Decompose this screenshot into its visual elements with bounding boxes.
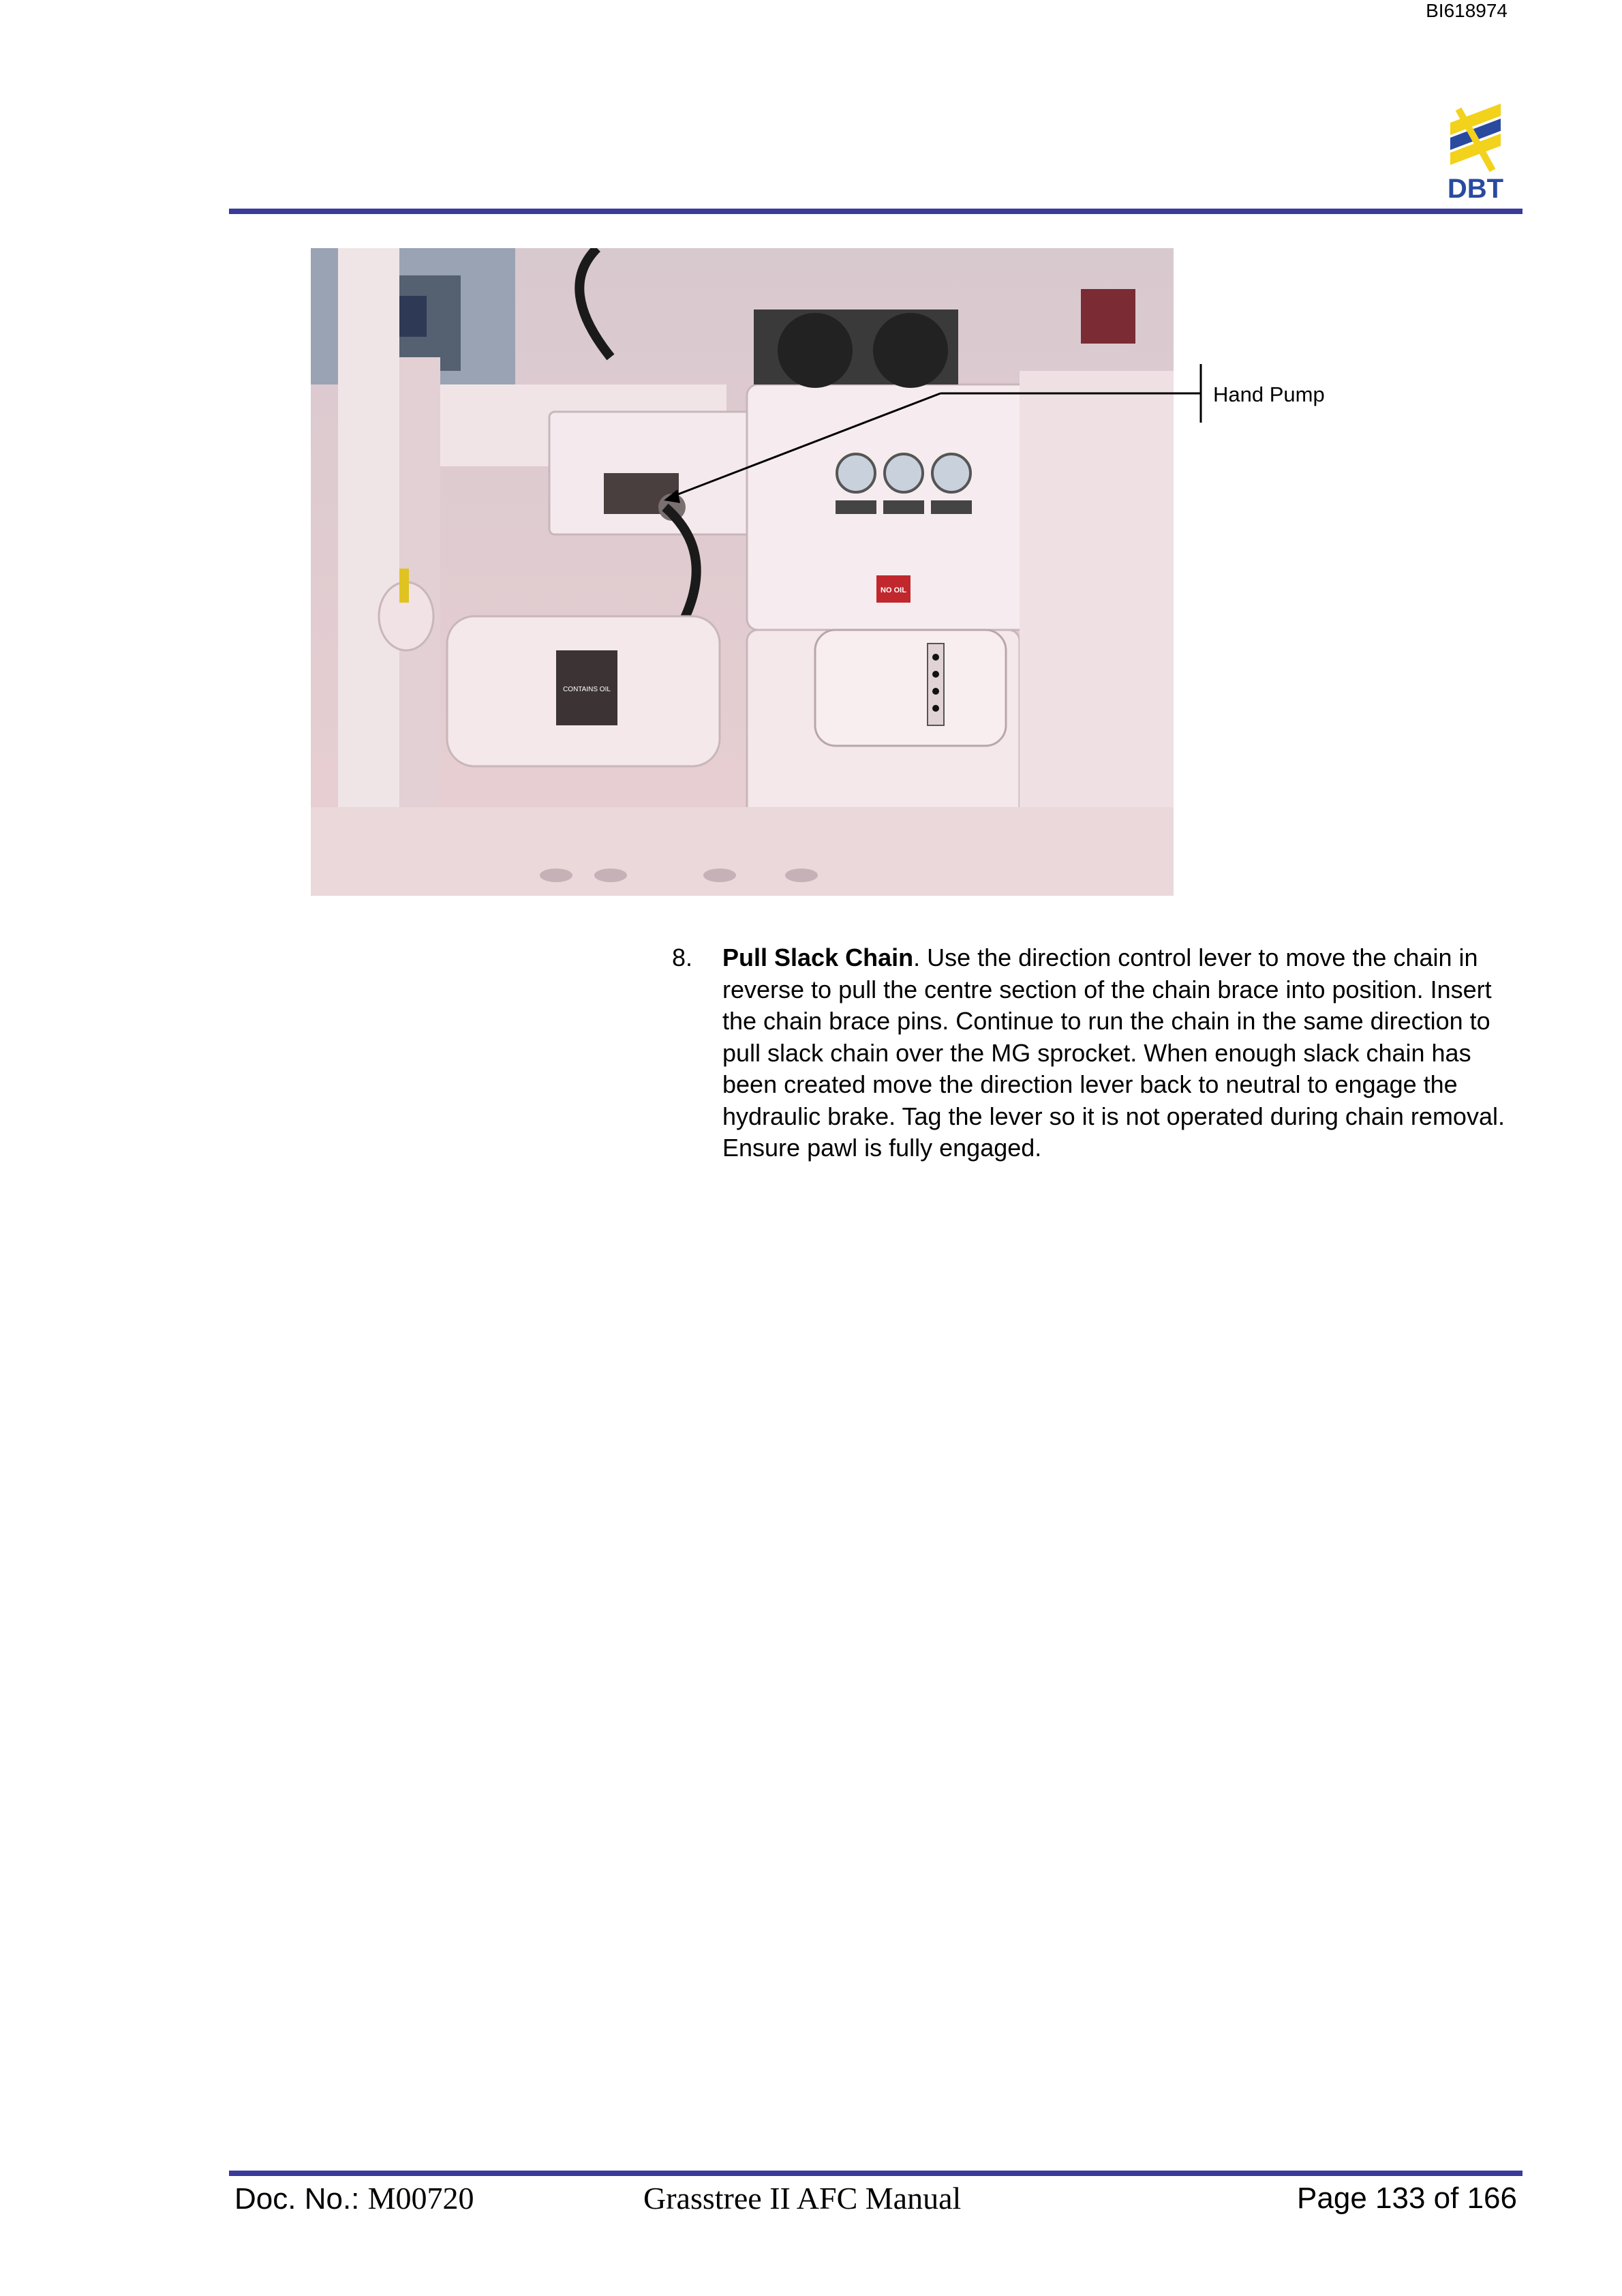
- step-text: . Use the direction control lever to move the chain in reverse to pull the centre section of the chain brace into position. Insert the chain brace pins. Continue to run the chain in the same direction to pull slack chain over the MG sprocket. When enough slack chain has been created move the direction lever back to neutral to engage the hydraulic brake. Tag the lever so it is not operated during chain removal. Ensure pawl is fully engaged.: [722, 943, 1505, 1162]
- step-body: [722, 942, 1513, 1164]
- document-id: BI618974: [1426, 0, 1508, 21]
- page-footer: [229, 2181, 1522, 2216]
- doc-number-label: Doc. No.:: [234, 2182, 368, 2216]
- manual-title: Grasstree II AFC Manual: [643, 2181, 962, 2216]
- page-number: Page 133 of 166: [1297, 2181, 1517, 2215]
- logo-mark-icon: [1450, 104, 1501, 170]
- doc-number: [234, 2181, 474, 2216]
- step-title: Pull Slack Chain: [722, 943, 914, 971]
- logo-text: DBT: [1447, 174, 1504, 204]
- step-number: 8.: [672, 943, 693, 971]
- doc-number-value: M00720: [367, 2181, 474, 2216]
- header-rule: [229, 209, 1522, 214]
- footer-rule: [229, 2171, 1522, 2176]
- no-oil-sign: NO OIL: [881, 586, 906, 594]
- dbt-logo: [1438, 95, 1513, 205]
- hand-pump-photo: [311, 248, 1174, 896]
- step-8: [672, 942, 1522, 1164]
- hand-pump-label: Hand Pump: [1213, 382, 1325, 406]
- contains-oil-sign: CONTAINS OIL: [563, 686, 611, 693]
